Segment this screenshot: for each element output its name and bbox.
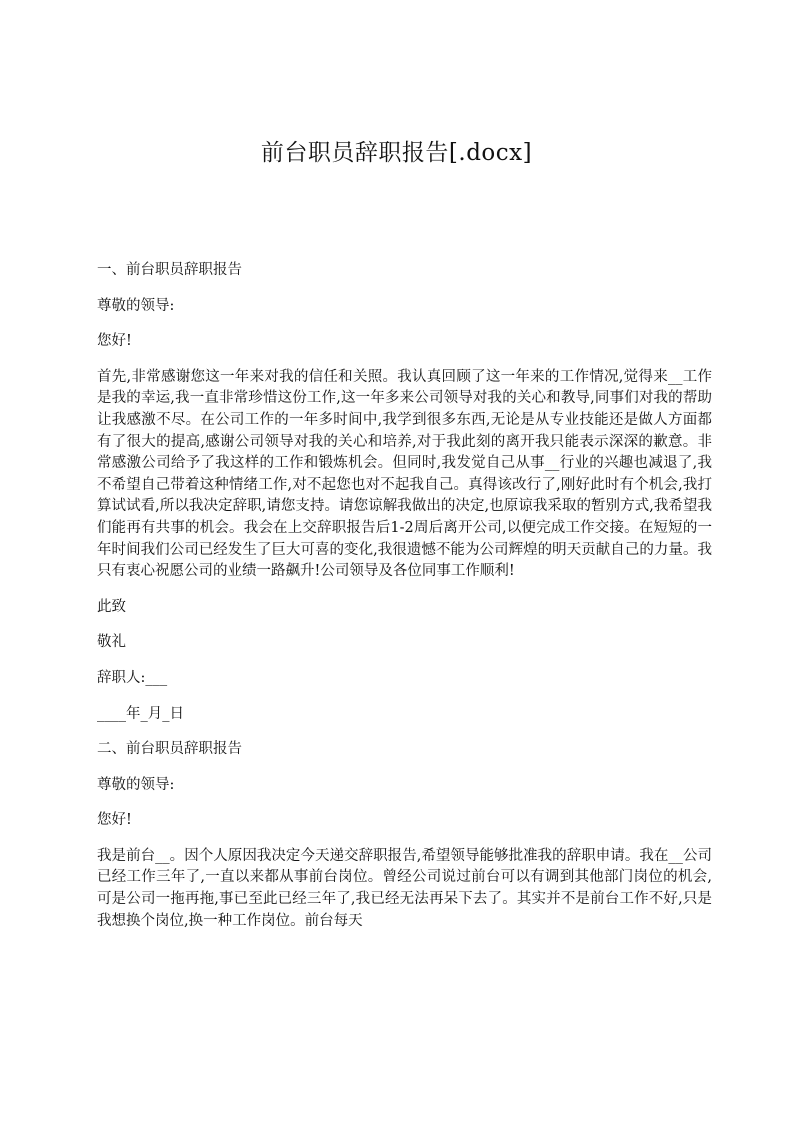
section-1-salutation: 尊敬的领导: [97,297,175,314]
section-1-body: 首先,非常感谢您这一年来对我的信任和关照。我认真回顾了这一年来的工作情况,觉得来__工作是我的幸运,我一直非常珍惜这份工作,这一年多来公司领导对我的关心和教导,同事们对我的帮助让我感激不尽。在公司工作的一年多时间中,我学到很多东西,无论是从专业技能还是做人方面都有了很大的提高,感谢公司领导对我的关心和培养,对于我此刻的离开我只能表示深深的歉意。非常感激公司给予了我这样的工作和锻炼机会。但同时,我发觉自己从事__行业的兴趣也减退了,我不希望自己带着这种情绪工作,对不起您也对不起我自己。真得该改行了,刚好此时有个机会,我打算试试看,所以我决定辞职,请您支持。请您谅解我做出的决定,也原谅我采取的暂别方式,我希望我们能再有共事的机会。我会在上交辞职报告后1-2周后离开公司,以便完成工作交接。在短短的一年时间我们公司已经发生了巨大可喜的变化,我很遗憾不能为公司辉煌的明天贡献自己的力量。我只有衷心祝愿公司的业绩一路飙升!公司领导及各位同事工作顺利! [97,368,712,580]
document-title: 前台职员辞职报告[.docx] [260,140,533,166]
section-2-body: 我是前台__。因个人原因我决定今天递交辞职报告,希望领导能够批准我的辞职申请。我在__公司已经工作三年了,一直以来都从事前台岗位。曾经公司说过前台可以有调到其他部门岗位的机会,可是公司一拖再拖,事已至此已经三年了,我已经无法再呆下去了。其实并不是前台工作不好,只是我想换个岗位,换一种工作岗位。前台每天 [97,847,712,929]
section-2-greeting: 您好! [97,812,132,829]
section-1-signer: 辞职人:___ [97,669,168,686]
section-1-heading: 一、前台职员辞职报告 [97,262,242,278]
section-2-salutation: 尊敬的领导: [97,776,175,793]
section-1-closing-2: 敬礼 [97,634,126,651]
document-body [97,260,712,932]
section-2-heading: 二、前台职员辞职报告 [97,741,242,758]
section-1-date: ____年_月_日 [97,705,184,722]
section-1-greeting: 您好! [97,333,132,350]
section-1-closing-1: 此致 [97,598,126,615]
